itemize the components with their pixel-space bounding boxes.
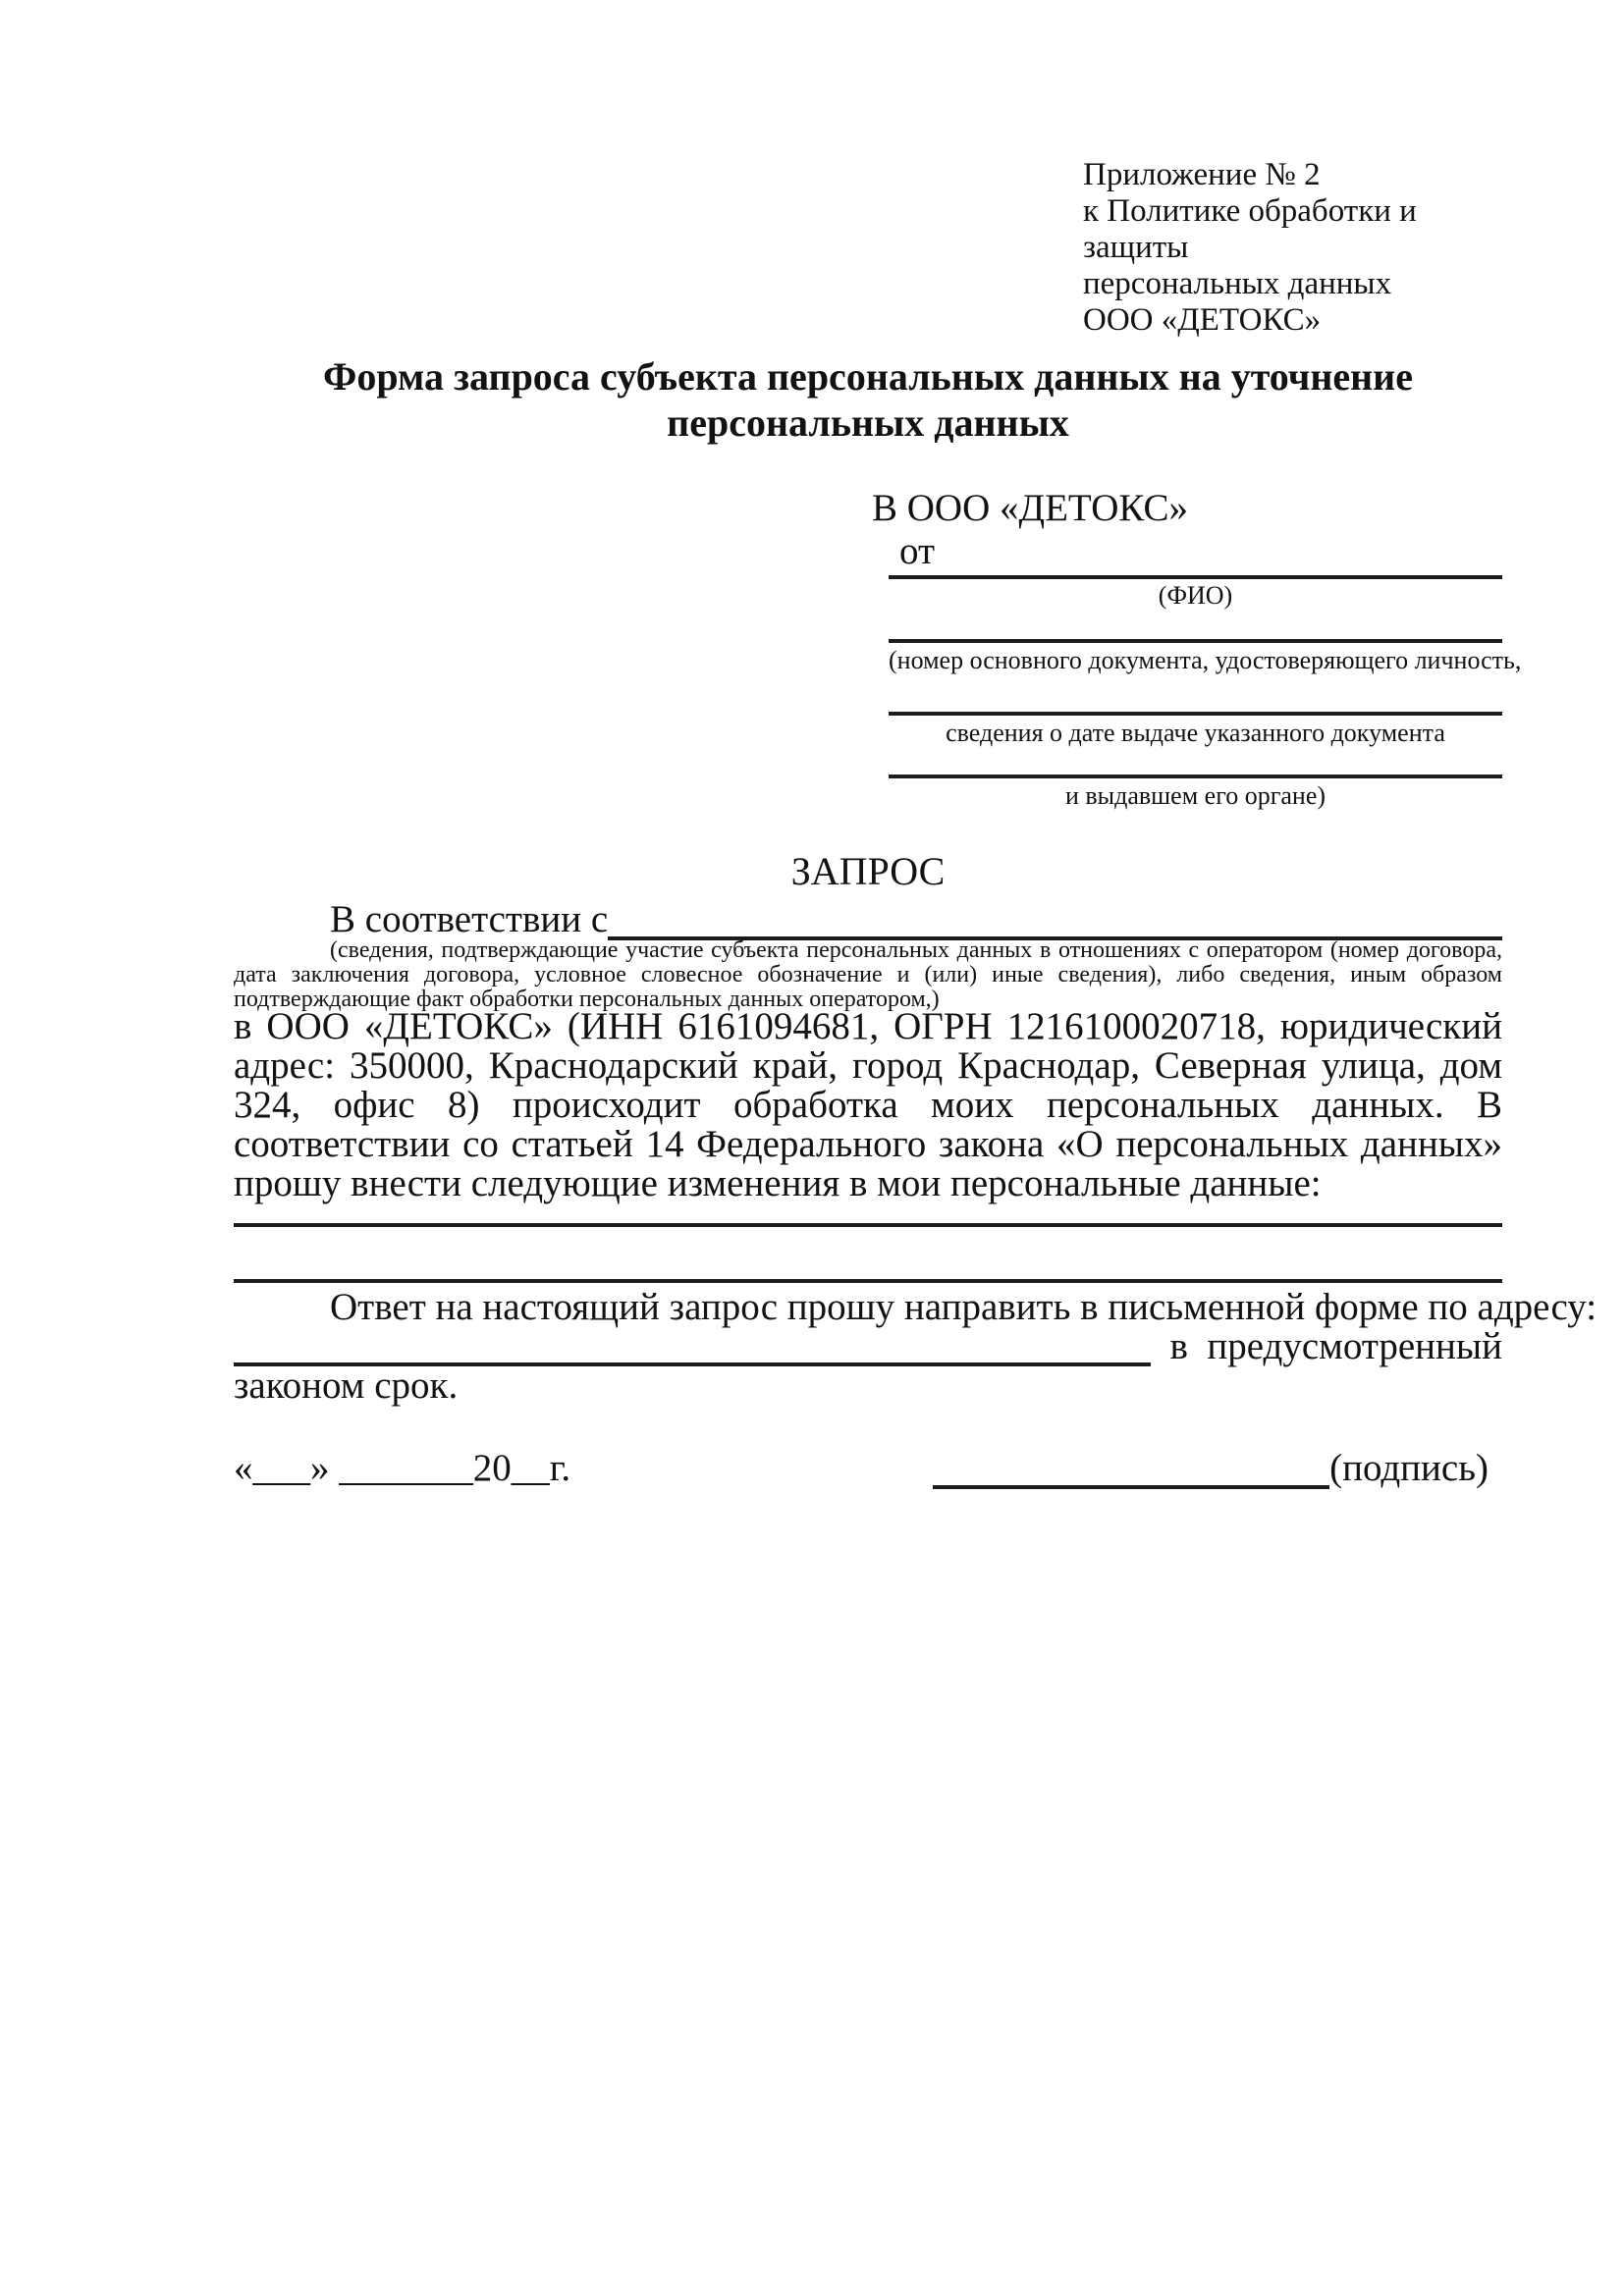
date-blank: «___» _______20__г. — [234, 1447, 571, 1489]
intro-blank-line — [608, 903, 1502, 940]
appendix-line: к Политике обработки и защиты — [1083, 193, 1417, 265]
label-issue-date: сведения о дате выдаче указанного документа — [946, 719, 1445, 747]
signature-blank-line — [933, 1452, 1329, 1489]
reply-line-3: законом срок. — [234, 1364, 459, 1407]
intro-note: (сведения, подтверждающие участие субъекта персональных данных в отношениях с оператором (номер договора, дата заключения договора, условное словесное обозначение и (или) иные сведения), либо сведения, иным образом подтверждающие факт обработки персональных данных оператором,) — [234, 937, 1502, 1012]
document-title: Форма запроса субъекта персональных данных на уточнение персональных данных — [323, 354, 1413, 445]
label-issuer: и выдавшем его органе) — [1064, 781, 1326, 810]
blank-line-issuer — [889, 774, 1502, 778]
appendix-line: Приложение № 2 — [1083, 157, 1321, 192]
reply-word-in: в — [1169, 1325, 1188, 1367]
addressee-from-label: от — [899, 530, 936, 572]
address-blank-line — [234, 1329, 1151, 1366]
intro-row — [234, 899, 1502, 940]
request-body: в ООО «ДЕТОКС» (ИНН 6161094681, ОГРН 1216100020718, юридический адрес: 350000, Краснодарский край, город Краснодар, Северная улица, дом 324, офис 8) происходит обработка моих персональных данных. В соответствии со статьей 14 Федерального закона «О персональных данных» прошу внести следующие изменения в мои персональные данные: — [234, 1005, 1502, 1204]
reply-paragraph — [234, 1286, 1597, 1407]
reply-word-prescribed: предусмотренный — [1207, 1325, 1502, 1367]
label-fio: (ФИО) — [1158, 581, 1233, 610]
blank-line-changes-1 — [234, 1223, 1502, 1227]
appendix-note — [1083, 157, 1525, 339]
signature-area — [933, 1448, 1489, 1489]
reply-line-1: Ответ на настоящий запрос прошу направить в письменной форме по адресу: — [330, 1286, 1597, 1328]
appendix-line: персональных данных — [1083, 266, 1392, 301]
blank-line-issue-date — [889, 712, 1502, 716]
addressee-to: В ООО «ДЕТОКС» — [872, 487, 1188, 529]
reply-line-2 — [234, 1327, 1502, 1366]
blank-line-changes-2 — [234, 1279, 1502, 1283]
request-heading: ЗАПРОС — [790, 849, 946, 893]
blank-line-fio — [889, 575, 1502, 579]
appendix-line: ООО «ДЕТОКС» — [1083, 302, 1322, 338]
signature-label: (подпись) — [1329, 1447, 1489, 1489]
intro-prefix: В соответствии с — [330, 898, 609, 940]
label-doc-number: (номер основного документа, удостоверяющего личность, — [889, 646, 1522, 674]
blank-line-doc-number — [889, 639, 1502, 643]
